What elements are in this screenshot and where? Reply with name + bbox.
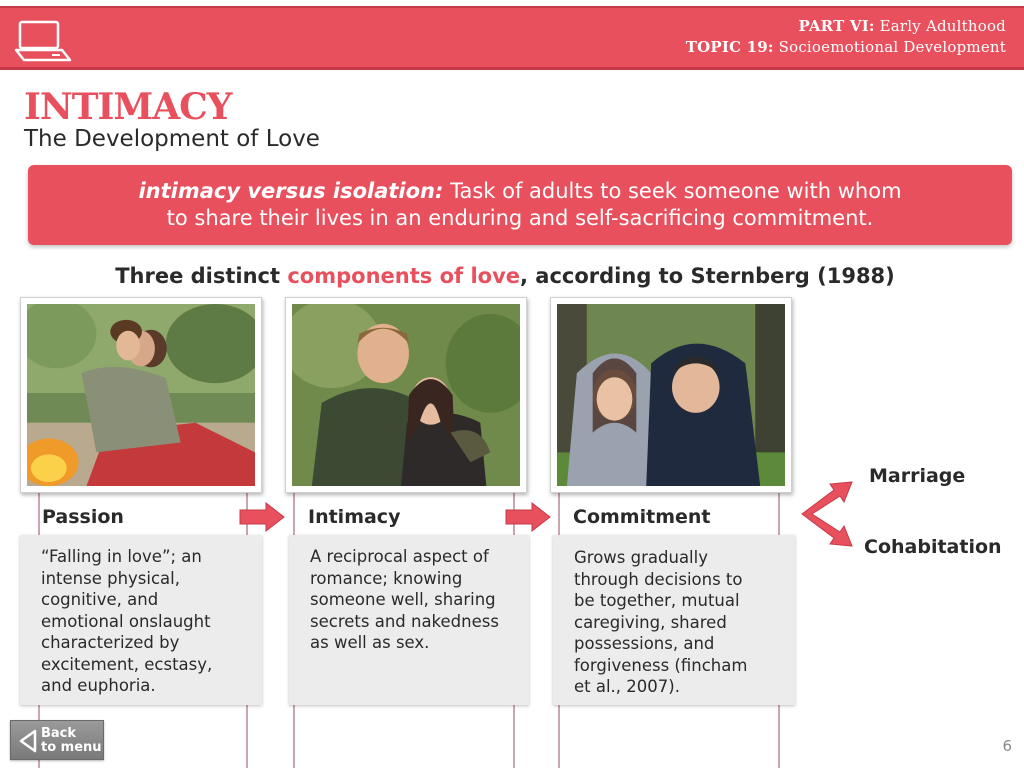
description-line: be together, mutual <box>574 591 740 610</box>
back-button-line-2: to menu <box>41 740 102 755</box>
definition-term: intimacy versus isolation: <box>138 179 444 203</box>
components-heading-prefix: Three distinct <box>115 264 288 288</box>
cohabitation-label: Cohabitation <box>864 536 1002 558</box>
couple-hoodies-on-grass-photo-icon <box>557 304 785 486</box>
description-line: Grows gradually <box>574 548 708 567</box>
description-line: as well as sex. <box>310 633 430 652</box>
commitment-label: Commitment <box>573 506 711 528</box>
topic-title: Socioemotional Development <box>778 38 1006 56</box>
page-subtitle: The Development of Love <box>24 126 320 152</box>
description-line: characterized by <box>41 633 180 652</box>
description-line: excitement, ecstasy, <box>41 654 213 674</box>
description-line: caregiving, shared <box>574 612 727 632</box>
definition-line-1 <box>28 178 1012 205</box>
right-arrow-icon <box>238 501 286 533</box>
page-number: 6 <box>1002 737 1012 755</box>
description-line: forgiveness (fincham <box>574 655 748 675</box>
couple-by-campfire-photo-icon <box>27 304 255 486</box>
right-arrow-icon <box>504 501 552 533</box>
part-label: PART VI: <box>798 17 875 35</box>
back-to-menu-button[interactable] <box>10 720 104 760</box>
description-line: secrets and nakedness <box>310 611 499 631</box>
header-band <box>0 6 1024 70</box>
commitment-photo <box>550 297 792 493</box>
definition-text-1: Task of adults to seek someone with whom <box>450 179 902 203</box>
intimacy-label: Intimacy <box>308 506 401 528</box>
description-line: romance; knowing <box>310 568 463 588</box>
header-part-line <box>686 16 1006 37</box>
couple-embracing-photo-icon <box>292 304 520 486</box>
passion-label: Passion <box>42 506 124 528</box>
description-line: someone well, sharing <box>310 590 496 609</box>
laptop-icon <box>14 18 72 64</box>
page-title: INTIMACY <box>24 86 232 128</box>
description-line: emotional onslaught <box>41 611 211 631</box>
part-title: Early Adulthood <box>879 17 1006 35</box>
description-line: A reciprocal aspect of <box>310 547 489 566</box>
description-line: possessions, and <box>574 634 715 653</box>
description-line: and euphoria. <box>41 676 156 695</box>
description-line: cognitive, and <box>41 590 159 609</box>
definition-box <box>28 165 1012 245</box>
back-triangle-icon <box>17 729 39 753</box>
components-heading-suffix: , according to Sternberg (1988) <box>520 264 895 288</box>
description-line: intense physical, <box>41 568 181 588</box>
commitment-description <box>553 535 795 705</box>
definition-text-2: to share their lives in an enduring and self-sacrificing commitment. <box>166 206 874 230</box>
components-heading-highlight: components of love <box>287 264 520 288</box>
fork-arrow-icon <box>796 478 860 550</box>
description-line: “Falling in love”; an <box>41 547 202 566</box>
components-heading <box>0 264 1010 288</box>
back-button-line-1: Back <box>41 726 77 741</box>
intimacy-description <box>289 535 529 705</box>
passion-description <box>20 535 262 705</box>
header-topic-line <box>686 37 1006 58</box>
description-line: through decisions to <box>574 569 743 589</box>
marriage-label: Marriage <box>869 465 966 487</box>
topic-label: TOPIC 19: <box>685 38 774 56</box>
passion-photo <box>20 297 262 493</box>
description-line: et al., 2007). <box>574 677 680 696</box>
intimacy-photo <box>285 297 527 493</box>
header-text <box>686 16 1006 58</box>
back-button-text <box>41 727 102 755</box>
